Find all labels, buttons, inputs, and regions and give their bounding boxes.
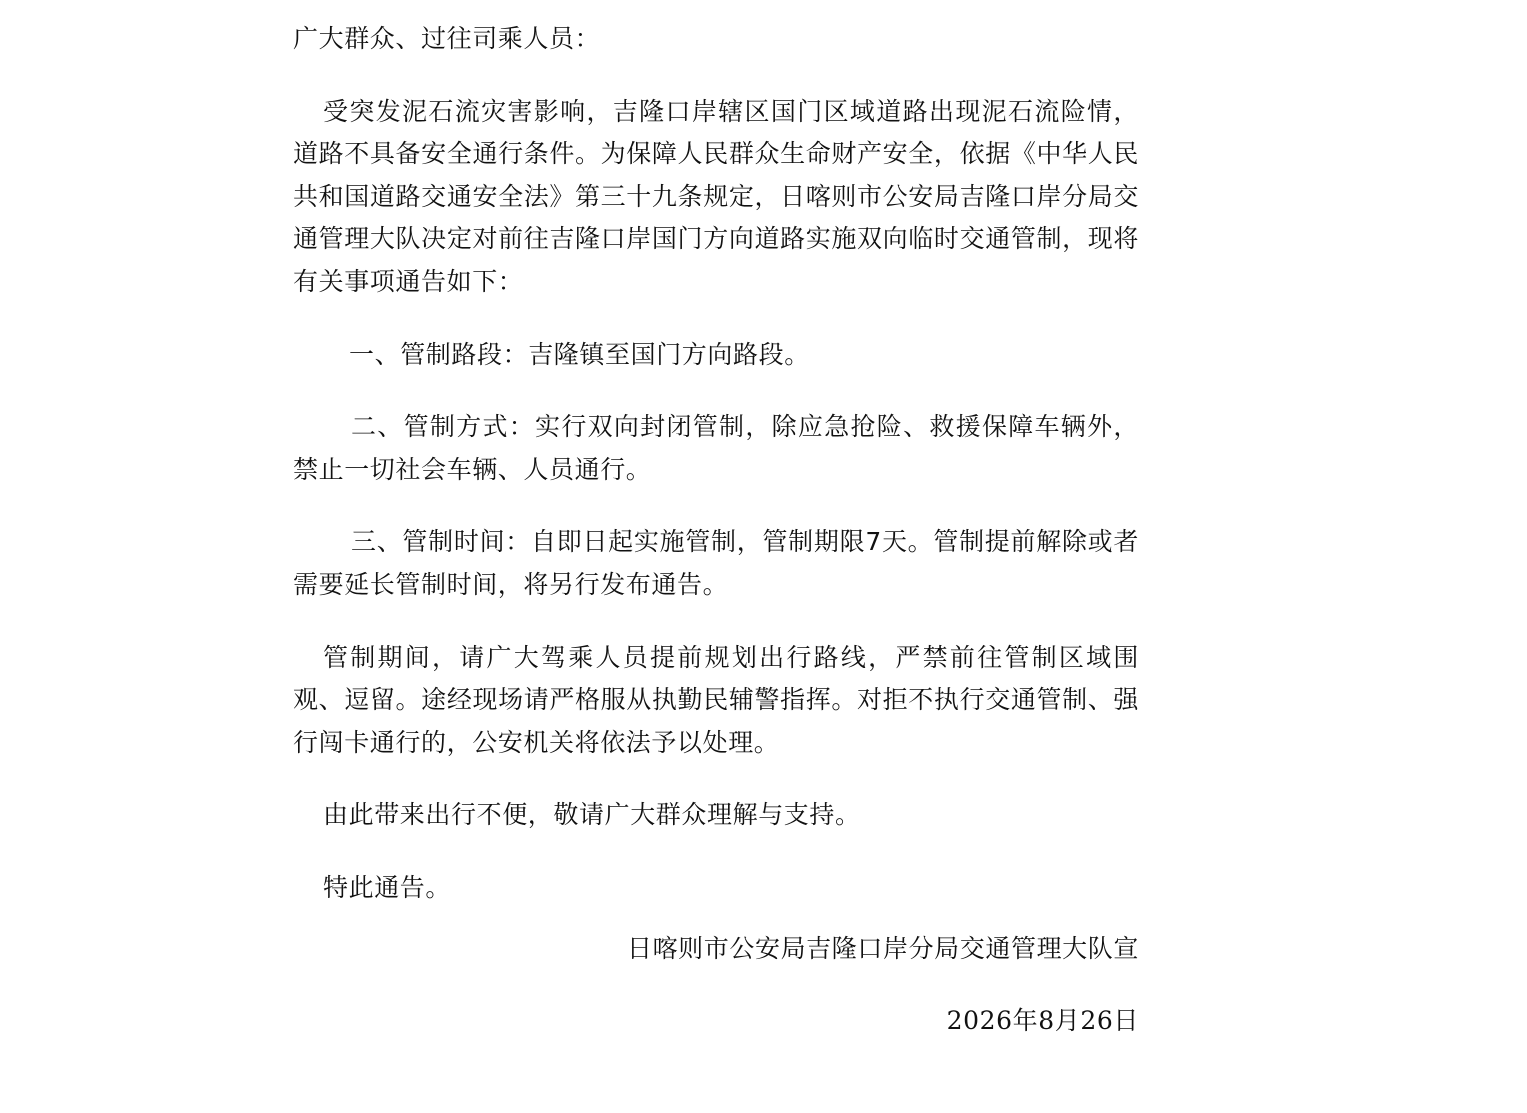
intro-paragraph: 受突发泥石流灾害影响，吉隆口岸辖区国门区域道路出现泥石流险情，道路不具备安全通行条件。为保障人民群众生命财产安全，依据《中华人民共和国道路交通安全法》第三十九条规定，日喀则市公安局吉隆口岸分局交通管理大队决定对前往吉隆口岸国门方向道路实施双向临时交通管制，现将有关事项通告如下： <box>293 96 1139 296</box>
advice-paragraph: 管制期间，请广大驾乘人员提前规划出行路线，严禁前往管制区域围观、逗留。途经现场请严格服从执勤民辅警指挥。对拒不执行交通管制、强行闯卡通行的，公安机关将依法予以处理。 <box>293 642 1139 757</box>
apology-paragraph: 由此带来出行不便，敬请广大群众理解与支持。 <box>323 800 861 830</box>
notice-content <box>293 18 1139 1043</box>
closing-paragraph: 特此通告。 <box>323 872 452 902</box>
signature: 日喀则市公安局吉隆口岸分局交通管理大队宣 <box>626 933 1139 963</box>
control-method-paragraph: 二、管制方式：实行双向封闭管制，除应急抢险、救援保障车辆外，禁止一切社会车辆、人员通行。 <box>293 412 1139 484</box>
notice-date: 2026年8月26日 <box>946 1006 1139 1036</box>
control-section-paragraph: 一、管制路段：吉隆镇至国门方向路段。 <box>349 339 810 369</box>
salutation: 广大群众、过往司乘人员： <box>293 24 601 53</box>
control-time-paragraph: 三、管制时间：自即日起实施管制，管制期限7天。管制提前解除或者需要延长管制时间，将另行发布通告。 <box>293 527 1139 599</box>
